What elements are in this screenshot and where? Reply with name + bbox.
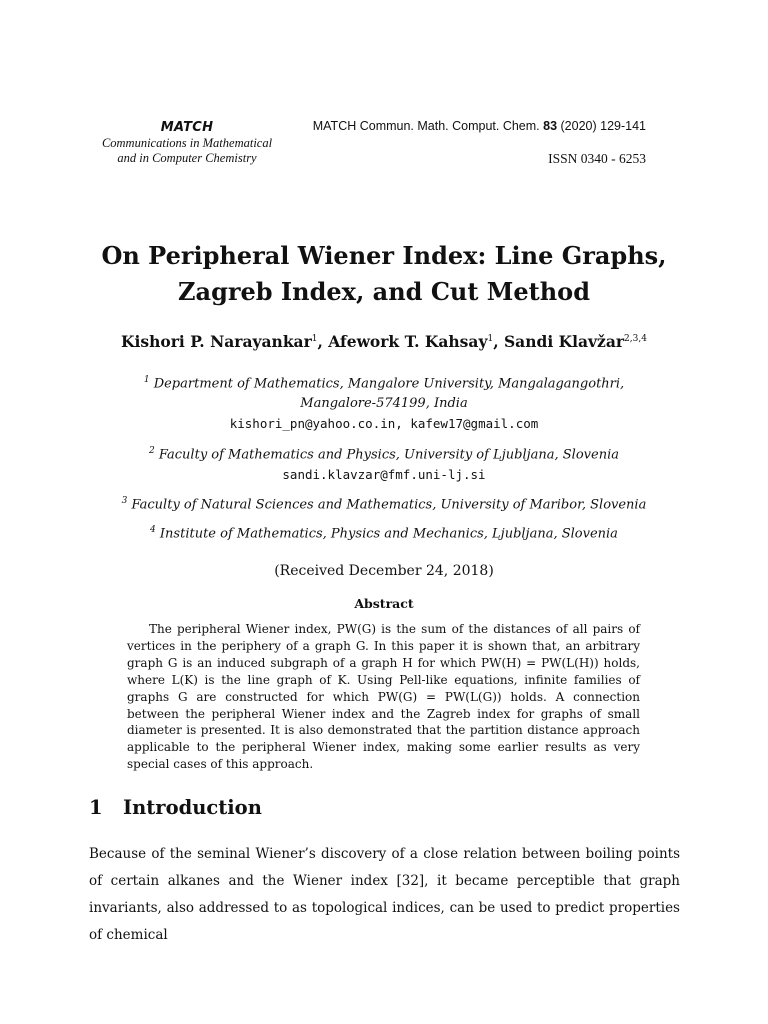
author-sup: 1 [311, 333, 318, 344]
affiliation-line1: Department of Mathematics, Mangalore University, Mangalagangothri, [153, 376, 625, 392]
section-heading [89, 796, 262, 819]
section-title: Introduction [123, 796, 262, 819]
author-sup: 2,3,4 [624, 333, 647, 344]
journal-block [78, 120, 296, 166]
affiliation-2 [60, 441, 708, 485]
author-sup: 1 [487, 333, 494, 344]
author-name: Kishori P. Narayankar [121, 332, 312, 351]
author-name: Afework T. Kahsay [328, 332, 488, 351]
affiliation-4 [60, 520, 708, 544]
affiliation-3 [60, 491, 708, 515]
citation-suffix: (2020) 129-141 [560, 119, 646, 133]
affiliation-email[interactable]: kishori_pn@yahoo.co.in, kafew17@gmail.com [229, 416, 539, 432]
abstract-body [127, 621, 640, 773]
affiliation-line1: Faculty of Mathematics and Physics, University of Ljubljana, Slovenia [158, 447, 619, 463]
received-date: (Received December 24, 2018) [274, 563, 494, 579]
body-paragraph: Because of the seminal Wiener’s discovery of a close relation between boiling points of certain alkanes and the Wiener index [32], it became perceptible that graph invariants, also addressed to as topological indices, can be used to predict properties of chemical [89, 846, 680, 943]
affiliation-line1: Faculty of Natural Sciences and Mathematics, University of Maribor, Slovenia [131, 497, 647, 513]
affiliation-sup: 1 [143, 375, 150, 385]
abstract-text: The peripheral Wiener index, PW(G) is the sum of the distances of all pairs of vertices in the periphery of a graph G. In this paper it is shown that, an arbitrary graph G is an induced subgraph of a graph H for which PW(H) = PW(L(H)) holds, where L(K) is the line graph of K. Using Pell-like equations, infinite families of graphs G are constructed for which PW(G) = PW(L(G)) holds. A connection between the peripheral Wiener index and the Zagreb index for graphs of small diameter is presented. It is also demonstrated that the partition distance approach applicable to the peripheral Wiener index, making some earlier results as very special cases of this approach. [127, 622, 640, 772]
section-number: 1 [89, 796, 103, 819]
citation [313, 119, 646, 133]
affiliation-line2: Mangalore-574199, India [300, 396, 468, 412]
issn: ISSN 0340 - 6253 [548, 151, 646, 166]
author-list: Kishori P. Narayankar$^1$, Afework T. Kahsay$^1$, Sandi Klavžar$^{2,3,4}$ [121, 332, 647, 351]
title-line2: Zagreb Index, and Cut Method [178, 277, 590, 306]
title-line1: On Peripheral Wiener Index: Line Graphs, [101, 241, 667, 270]
citation-volume: 83 [543, 119, 558, 133]
journal-subtitle-line1: Communications in Mathematical [101, 136, 273, 150]
affiliation-sup: 2 [149, 446, 155, 456]
affiliation-sup: 4 [150, 525, 156, 535]
affiliation-1 [60, 370, 708, 434]
affiliation-email[interactable]: sandi.klavzar@fmf.uni-lj.si [282, 467, 486, 483]
abstract-heading: Abstract [354, 596, 414, 611]
affiliation-sup: 3 [121, 496, 128, 506]
author-name: Sandi Klavžar [503, 332, 625, 351]
journal-name: MATCH [160, 120, 214, 135]
affiliation-line1: Institute of Mathematics, Physics and Mechanics, Ljubljana, Slovenia [159, 526, 618, 542]
citation-prefix: MATCH Commun. Math. Comput. Chem. [312, 119, 540, 133]
journal-subtitle-line2: and in Computer Chemistry [117, 151, 257, 165]
paper-title [60, 238, 708, 310]
body-text [89, 841, 680, 949]
